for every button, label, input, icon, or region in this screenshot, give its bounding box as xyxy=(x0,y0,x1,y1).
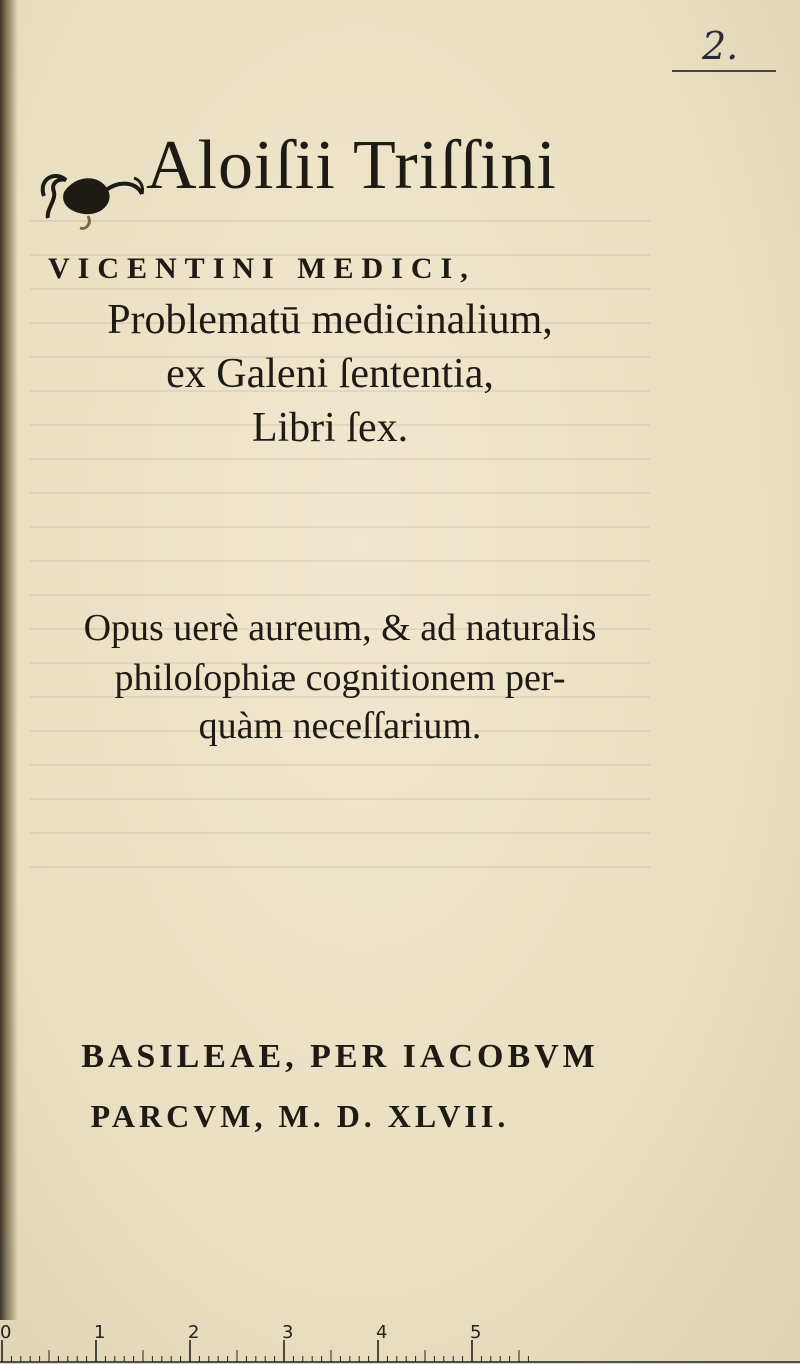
description-line-3: quàm neceſſarium. xyxy=(198,705,482,747)
folio-number: 2. xyxy=(702,24,739,68)
ruler-label-1: 1 xyxy=(94,1322,106,1343)
work-title-line-2: ex Galeni ſententia, xyxy=(166,351,494,397)
folio-annotation xyxy=(672,20,776,76)
description-line-1: Opus uerè aureum, & ad naturalis xyxy=(83,607,597,649)
book-spine-edge xyxy=(0,0,18,1320)
ruler-label-5: 5 xyxy=(470,1322,482,1343)
ruler-label-0: 0 xyxy=(0,1322,12,1343)
imprint-line-1: BASILEAE, PER IACOBVM xyxy=(81,1038,599,1075)
fleuron-ornament-icon xyxy=(36,150,146,230)
folio-underline xyxy=(672,70,776,72)
ruler-label-3: 3 xyxy=(282,1322,294,1343)
ruler-label-2: 2 xyxy=(188,1322,200,1343)
imprint-line-2: PARCVM, M. D. XLVII. xyxy=(90,1098,510,1134)
ruler-label-4: 4 xyxy=(376,1322,388,1343)
description-line-2: philoſophiæ cognitionem per- xyxy=(114,657,566,699)
work-title-line-3: Libri ſex. xyxy=(251,405,409,451)
work-title-line-1: Problematū medicinalium, xyxy=(107,297,553,343)
ruler-ticks xyxy=(2,1340,528,1362)
author-name: Aloiſii Triſſini xyxy=(146,127,557,204)
measurement-ruler xyxy=(0,1318,800,1364)
author-origin: VICENTINI MEDICI, xyxy=(48,252,476,285)
